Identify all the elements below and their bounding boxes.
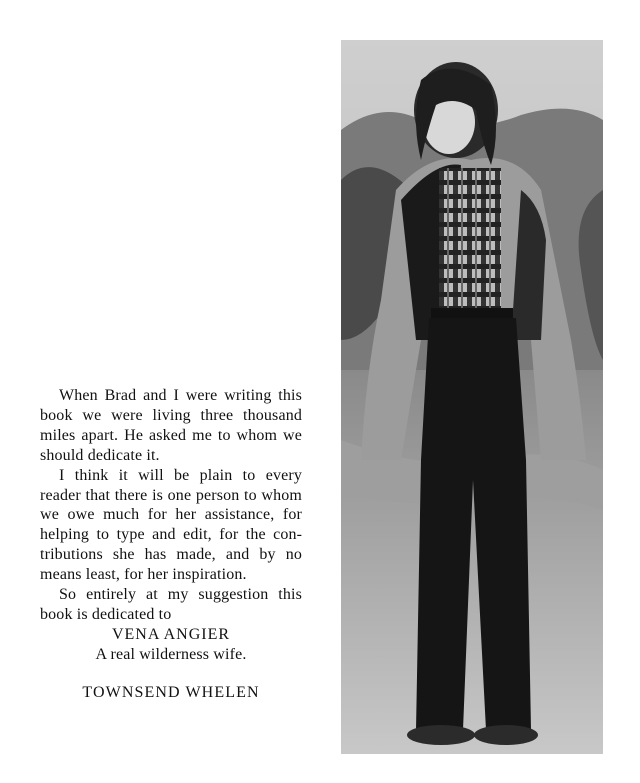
dedication-text [40,386,302,703]
portrait-photo [341,40,603,754]
dedication-paragraph-2: I think it will be plain to every reader that there is one person to whom we owe much for her assistance, for helping to type and edit, for the contributions she has made, and by no means least, for her inspiration. [40,466,302,584]
dedicatee-name: VENA ANGIER [111,625,231,643]
dedicatee-tagline: A real wilderness wife. [95,645,247,663]
dedication-paragraph-3: So entirely at my suggestion this book is dedicated to [40,586,302,623]
dedication-paragraph-1: When Brad and I were writing this book we were living three thousand miles apart. He asked me to whom we should dedicate it. [40,387,302,464]
author-signature: TOWNSEND WHELEN [82,683,260,701]
